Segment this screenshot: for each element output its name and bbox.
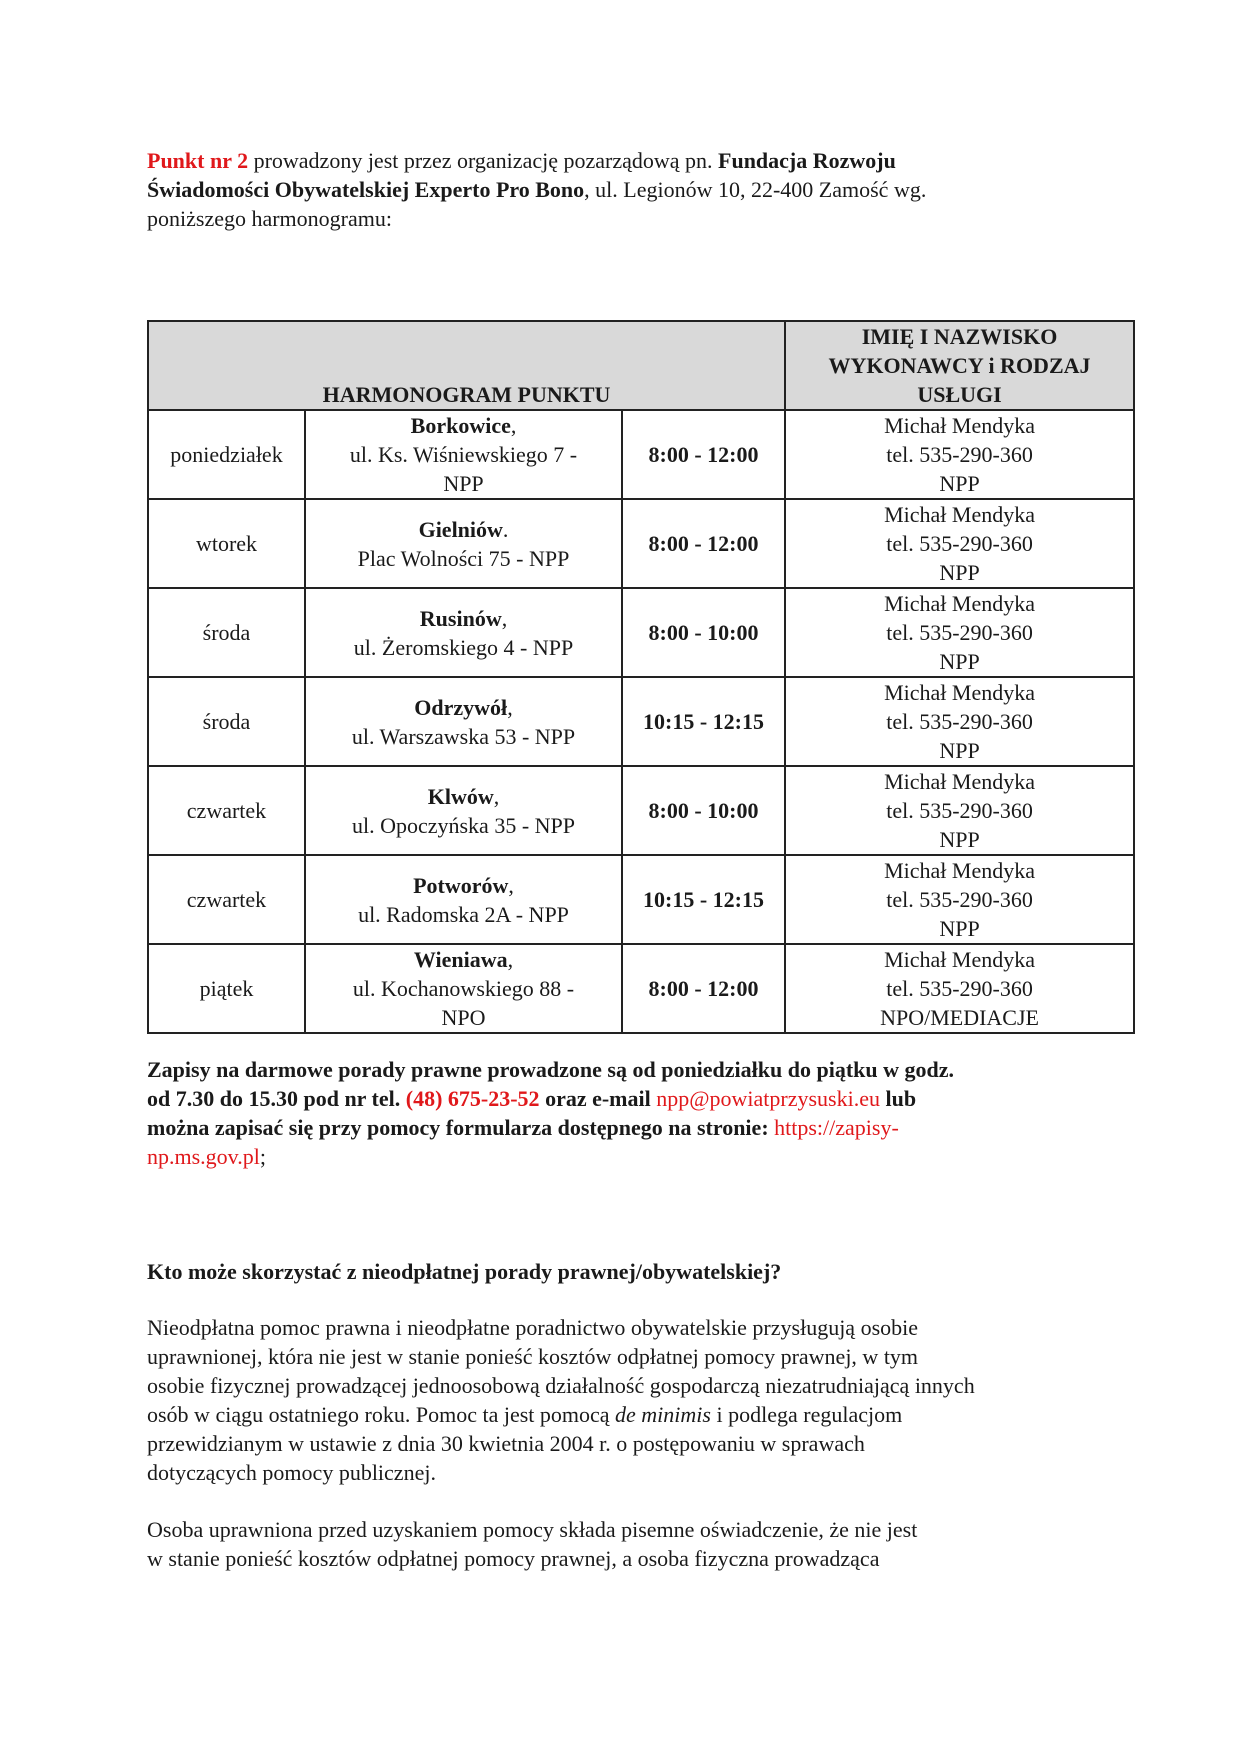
person-name: Michał Mendyka <box>884 680 1035 705</box>
day-cell: piątek <box>148 944 305 1033</box>
place-cell <box>305 499 622 588</box>
eligibility-paragraph <box>147 1313 1107 1487</box>
person-phone: tel. 535-290-360 <box>886 798 1033 823</box>
service-type: NPO/MEDIACJE <box>880 1005 1039 1030</box>
declaration-line2: w stanie ponieść kosztów odpłatnej pomocy prawnej, a osoba fizyczna prowadząca <box>147 1546 880 1571</box>
eligibility-line5: przewidzianym w ustawie z dnia 30 kwietnia 2004 r. o postępowaniu w sprawach <box>147 1431 865 1456</box>
day-cell: poniedziałek <box>148 410 305 499</box>
place-name: Klwów <box>427 783 494 809</box>
time-cell: 8:00 - 12:00 <box>622 499 785 588</box>
day-cell: środa <box>148 588 305 677</box>
place-cell <box>305 766 622 855</box>
person-name: Michał Mendyka <box>884 502 1035 527</box>
place-separator: , <box>507 947 514 972</box>
schedule-table <box>147 320 1135 1034</box>
schedule-row <box>148 944 1134 1033</box>
organization-name-part2: Świadomości Obywatelskiej Experto Pro Bono <box>147 177 585 202</box>
registration-phone: (48) 675-23-52 <box>405 1086 540 1111</box>
place-separator: , <box>501 605 508 631</box>
place-cell <box>305 588 622 677</box>
place-address: ul. Warszawska 53 - NPP <box>351 723 576 749</box>
service-type: NPP <box>939 471 980 496</box>
place-name: Rusinów <box>419 605 502 631</box>
service-type: NPP <box>939 649 980 674</box>
person-phone: tel. 535-290-360 <box>886 531 1033 556</box>
eligibility-line2: uprawnionej, która nie jest w stanie ponieść kosztów odpłatnej pomocy prawnej, w tym <box>147 1344 919 1369</box>
service-type: NPP <box>939 916 980 941</box>
registration-or: lub <box>879 1086 917 1111</box>
registration-semicolon: ; <box>259 1144 266 1169</box>
service-type: NPP <box>939 738 980 763</box>
organization-name-part1: Fundacja Rozwoju <box>718 148 896 173</box>
place-cell <box>305 677 622 766</box>
registration-line1: Zapisy na darmowe porady prawne prowadzone są od poniedziałku do piątku w godz. <box>147 1057 955 1082</box>
place-separator: , <box>510 413 517 438</box>
person-cell <box>785 677 1134 766</box>
schedule-row <box>148 410 1134 499</box>
day-cell: czwartek <box>148 766 305 855</box>
service-type: NPP <box>939 560 980 585</box>
time-cell: 8:00 - 10:00 <box>622 588 785 677</box>
registration-email-link[interactable]: npp@powiatprzysuski.eu <box>656 1086 880 1111</box>
eligibility-line4a: osób w ciągu ostatniego roku. Pomoc ta jest pomocą <box>147 1402 616 1427</box>
person-phone: tel. 535-290-360 <box>886 709 1033 734</box>
person-cell <box>785 410 1134 499</box>
place-address: Plac Wolności 75 - NPP <box>357 545 570 571</box>
declaration-line1: Osoba uprawniona przed uzyskaniem pomocy składa pisemne oświadczenie, że nie jest <box>147 1517 918 1542</box>
schedule-row <box>148 588 1134 677</box>
eligibility-line4b: i podlega regulacjom <box>710 1402 903 1427</box>
registration-form-text: można zapisać się przy pomocy formularza dostępnego na stronie: <box>147 1115 775 1140</box>
eligibility-line3: osobie fizycznej prowadzącej jednoosobową działalność gospodarczą niezatrudniającą innych <box>147 1373 975 1398</box>
person-cell <box>785 499 1134 588</box>
place-cell <box>305 944 622 1033</box>
place-address-cont: NPO <box>441 1005 486 1030</box>
point-label: Punkt nr 2 <box>147 148 249 173</box>
schedule-row <box>148 677 1134 766</box>
declaration-paragraph <box>147 1515 1107 1573</box>
place-address: ul. Opoczyńska 35 - NPP <box>351 812 576 838</box>
place-address: ul. Radomska 2A - NPP <box>358 901 569 927</box>
place-name: Odrzywół <box>414 694 508 720</box>
service-type: NPP <box>939 827 980 852</box>
registration-and: oraz e-mail <box>539 1086 657 1111</box>
person-phone: tel. 535-290-360 <box>886 620 1033 645</box>
person-cell <box>785 855 1134 944</box>
person-phone: tel. 535-290-360 <box>886 442 1033 467</box>
day-cell: wtorek <box>148 499 305 588</box>
header-person-line1: IMIĘ I NAZWISKO <box>861 324 1058 349</box>
place-name: Wieniawa <box>413 947 508 972</box>
place-cell <box>305 410 622 499</box>
time-cell: 8:00 - 12:00 <box>622 944 785 1033</box>
place-address: ul. Kochanowskiego 88 - <box>352 976 575 1001</box>
person-phone: tel. 535-290-360 <box>886 887 1033 912</box>
header-person-line2: WYKONAWCY i RODZAJ <box>828 353 1091 378</box>
person-phone: tel. 535-290-360 <box>886 976 1033 1001</box>
time-cell: 10:15 - 12:15 <box>622 677 785 766</box>
place-name: Potworów <box>413 872 509 898</box>
place-address: ul. Żeromskiego 4 - NPP <box>353 634 574 660</box>
person-cell <box>785 588 1134 677</box>
schedule-header-row <box>148 321 1134 410</box>
person-cell <box>785 766 1134 855</box>
registration-url-part1[interactable]: https://zapisy- <box>774 1115 899 1140</box>
registration-info <box>147 1055 1107 1171</box>
organization-address: , ul. Legionów 10, 22-400 Zamość wg. <box>584 177 927 202</box>
day-cell: środa <box>148 677 305 766</box>
time-cell: 8:00 - 12:00 <box>622 410 785 499</box>
header-person <box>785 321 1134 410</box>
place-name: Borkowice <box>410 413 511 438</box>
time-cell: 8:00 - 10:00 <box>622 766 785 855</box>
header-schedule: HARMONOGRAM PUNKTU <box>148 321 785 410</box>
person-name: Michał Mendyka <box>884 413 1035 438</box>
registration-url-part2[interactable]: np.ms.gov.pl <box>147 1144 260 1169</box>
day-cell: czwartek <box>148 855 305 944</box>
person-name: Michał Mendyka <box>884 858 1035 883</box>
schedule-row <box>148 499 1134 588</box>
place-address-cont: NPP <box>443 471 484 496</box>
person-name: Michał Mendyka <box>884 947 1035 972</box>
person-name: Michał Mendyka <box>884 769 1035 794</box>
schedule-row <box>148 766 1134 855</box>
schedule-row <box>148 855 1134 944</box>
eligibility-line1: Nieodpłatna pomoc prawna i nieodpłatne poradnictwo obywatelskie przysługują osobie <box>147 1315 919 1340</box>
place-address: ul. Ks. Wiśniewskiego 7 - <box>349 442 578 467</box>
place-name: Gielniów <box>418 516 503 542</box>
eligibility-line6: dotyczących pomocy publicznej. <box>147 1460 436 1485</box>
intro-paragraph <box>147 146 1107 233</box>
place-separator: . <box>502 516 509 542</box>
place-separator: , <box>493 783 500 809</box>
section-heading: Kto może skorzystać z nieodpłatnej porady prawnej/obywatelskiej? <box>147 1259 782 1284</box>
registration-hours: od 7.30 do 15.30 pod nr tel. <box>147 1086 406 1111</box>
person-name: Michał Mendyka <box>884 591 1035 616</box>
header-person-line3: USŁUGI <box>917 382 1002 407</box>
place-separator: , <box>508 872 514 898</box>
place-cell <box>305 855 622 944</box>
intro-line3: poniższego harmonogramu: <box>147 206 392 231</box>
time-cell: 10:15 - 12:15 <box>622 855 785 944</box>
intro-text: prowadzony jest przez organizację pozarządową pn. <box>248 148 719 173</box>
person-cell <box>785 944 1134 1033</box>
de-minimis-term: de minimis <box>615 1402 711 1427</box>
place-separator: , <box>507 694 513 720</box>
